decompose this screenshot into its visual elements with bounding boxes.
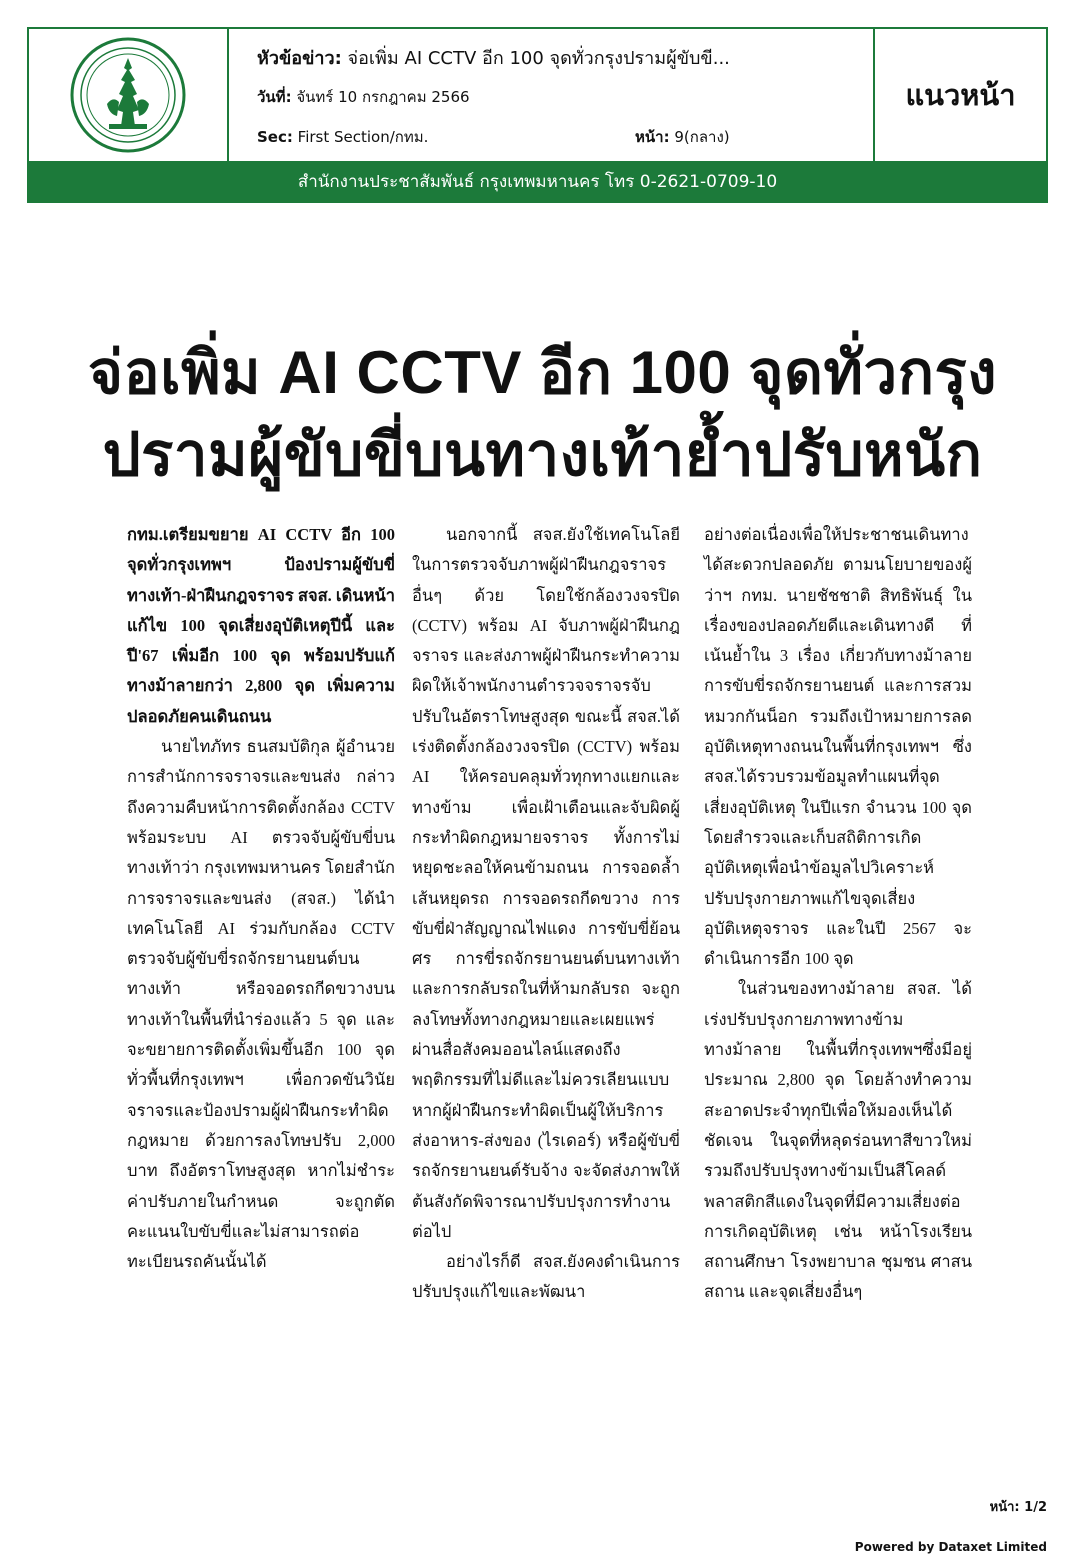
column-2 <box>412 520 680 1308</box>
headline-row <box>257 43 730 72</box>
sec-row <box>257 125 428 149</box>
powered-by: Powered by Dataxet Limited <box>854 1540 1047 1554</box>
page-label: หน้า: <box>635 128 670 146</box>
section-cell <box>875 29 1046 161</box>
date-value: จันทร์ 10 กรกฎาคม 2566 <box>296 88 470 106</box>
sec-label: Sec: <box>257 128 293 146</box>
contact-bar <box>29 161 1046 201</box>
headline-label: หัวข้อข่าว: <box>257 48 342 69</box>
page-row <box>635 125 730 149</box>
contact-text: สำนักงานประชาสัมพันธ์ กรุงเทพมหานคร โทร 0-2621-0709-10 <box>297 171 778 192</box>
date-label: วันที่: <box>257 88 292 106</box>
article-headline <box>30 332 1055 496</box>
clip-header <box>27 27 1048 203</box>
headline-value: จ่อเพิ่ม AI CCTV อีก 100 จุดทั่วกรุงปรามผู้ขับขี... <box>347 48 730 69</box>
newspaper-name: แนวหน้า <box>905 80 1016 112</box>
column-2-paragraph-2: อย่างไรก็ดี สจส.ยังคงดำเนินการปรับปรุงแก้ไขและพัฒนา <box>412 1252 680 1302</box>
logo-cell <box>29 29 229 161</box>
headline-line-2: ปรามผู้ขับขี่บนทางเท้าย้ำปรับหนัก <box>102 421 983 488</box>
bangkok-seal-logo <box>69 36 187 154</box>
clip-info <box>229 29 875 161</box>
sec-value: First Section/กทม. <box>297 128 429 146</box>
column-3-paragraph-1: อย่างต่อเนื่องเพื่อให้ประชาชนเดินทางได้สะดวกปลอดภัย ตามนโยบายของผู้ว่าฯ กทม. นายชัชชาติ สิทธิพันธุ์ ในเรื่องของปลอดภัยดีและเดินทางดี ที่เน้นย้ำใน 3 เรื่อง เกี่ยวกับทางม้าลาย การขับขี่รถจักรยานยนต์ และการสวมหมวกกันน็อก รวมถึงเป้าหมายการลดอุบัติเหตุทางถนนในพื้นที่กรุงเทพฯ ซึ่ง สจส.ได้รวบรวมข้อมูลทำแผนที่จุดเสี่ยงอุบัติเหตุ ในปีแรก จำนวน 100 จุด โดยสำรวจและเก็บสถิติการเกิดอุบัติเหตุเพื่อนำข้อมูลไปวิเคราะห์ปรับปรุงกายภาพแก้ไขจุดเสี่ยงอุบัติเหตุจราจร และในปี 2567 จะดำเนินการอีก 100 จุด <box>704 525 972 969</box>
column-1-paragraph: นายไทภัทร ธนสมบัติกุล ผู้อำนวยการสำนักการจราจรและขนส่ง กล่าวถึงความคืบหน้าการติดตั้งกล้อง CCTV พร้อมระบบ AI ตรวจจับผู้ขับขี่บนทางเท้าว่า กรุงเทพมหานคร โดยสำนักการจราจรและขนส่ง (สจส.) ได้นำเทคโนโลยี AI ร่วมกับกล้อง CCTV ตรวจจับผู้ขับขี่รถจักรยานยนต์บนทางเท้า หรือจอดรถกีดขวางบนทางเท้าในพื้นที่นำร่องแล้ว 5 จุด และจะขยายการติดตั้งเพิ่มขึ้นอีก 100 จุดทั่วพื้นที่กรุงเทพฯ เพื่อกวดขันวินัยจราจรและป้องปรามผู้ฝ่าฝืนกระทำผิดกฎหมาย ด้วยการลงโทษปรับ 2,000 บาท ถึงอัตราโทษสูงสุด หากไม่ชำระค่าปรับภายในกำหนด จะถูกตัดคะแนนใบขับขี่และไม่สามารถต่อทะเบียนรถคันนั้นได้ <box>127 737 395 1272</box>
page-value: 9(กลาง) <box>674 128 730 146</box>
headline-line-1: จ่อเพิ่ม AI CCTV อีก 100 จุดทั่วกรุง <box>87 339 998 406</box>
column-3-paragraph-2: ในส่วนของทางม้าลาย สจส. ได้เร่งปรับปรุงกายภาพทางข้ามทางม้าลาย ในพื้นที่กรุงเทพฯซึ่งมีอยู่ประมาณ 2,800 จุด โดยล้างทำความสะอาดประจำทุกปีเพื่อให้มองเห็นได้ชัดเจน ในจุดที่หลุดร่อนทาสีขาวใหม่ รวมถึงปรับปรุงทางข้ามเป็นสีโคลด์พลาสติกสีแดงในจุดที่มีความเสี่ยงต่อการเกิดอุบัติเหตุ เช่น หน้าโรงเรียน สถานศึกษา โรงพยาบาล ชุมชน ศาสนสถาน และจุดเสี่ยงอื่นๆ <box>704 979 972 1302</box>
column-3 <box>704 520 972 1308</box>
column-2-paragraph-1: นอกจากนี้ สจส.ยังใช้เทคโนโลยีในการตรวจจับภาพผู้ฝ่าฝืนกฎจราจรอื่นๆ ด้วย โดยใช้กล้องวงจรปิด (CCTV) พร้อม AI จับภาพผู้ฝ่าฝืนกฎจราจร และส่งภาพผู้ฝ่าฝืนกระทำความผิดให้เจ้าพนักงานตำรวจจราจรจับปรับในอัตราโทษสูงสุด ขณะนี้ สจส.ได้เร่งติดตั้งกล้องวงจรปิด (CCTV) พร้อม AI ให้ครอบคลุมทั่วทุกทางแยกและทางข้าม เพื่อเฝ้าเตือนและจับผิดผู้กระทำผิดกฎหมายจราจร ทั้งการไม่หยุดชะลอให้คนข้ามถนน การจอดล้ำเส้นหยุดรถ การจอดรถกีดขวาง การขับขี่ฝ่าสัญญาณไฟแดง การขับขี่ย้อนศร การขี่รถจักรยานยนต์บนทางเท้า และการกลับรถในที่ห้ามกลับรถ จะถูกลงโทษทั้งทางกฎหมายและเผยแพร่ผ่านสื่อสังคมออนไลน์แสดงถึงพฤติกรรมที่ไม่ดีและไม่ควรเลียนแบบ หากผู้ฝ่าฝืนกระทำผิดเป็นผู้ให้บริการส่งอาหาร-ส่งของ (ไรเดอร์) หรือผู้ขับขี่รถจักรยานยนต์รับจ้าง จะจัดส่งภาพให้ต้นสังกัดพิจารณาปรับปรุงการทำงานต่อไป <box>412 525 680 1241</box>
column-1 <box>127 520 395 1277</box>
article-lead: กทม.เตรียมขยาย AI CCTV อีก 100 จุดทั่วกรุงเทพฯ ป้องปรามผู้ขับขี่ทางเท้า-ฝ่าฝืนกฎจราจร สจส. เดินหน้าแก้ไข 100 จุดเสี่ยงอุบัติเหตุปีนี้ และปี'67 เพิ่มอีก 100 จุด พร้อมปรับแก้ทางม้าลายกว่า 2,800 จุด เพิ่มความปลอดภัยคนเดินถนน <box>127 525 395 726</box>
date-row <box>257 85 470 109</box>
page-number: หน้า: 1/2 <box>989 1500 1047 1515</box>
